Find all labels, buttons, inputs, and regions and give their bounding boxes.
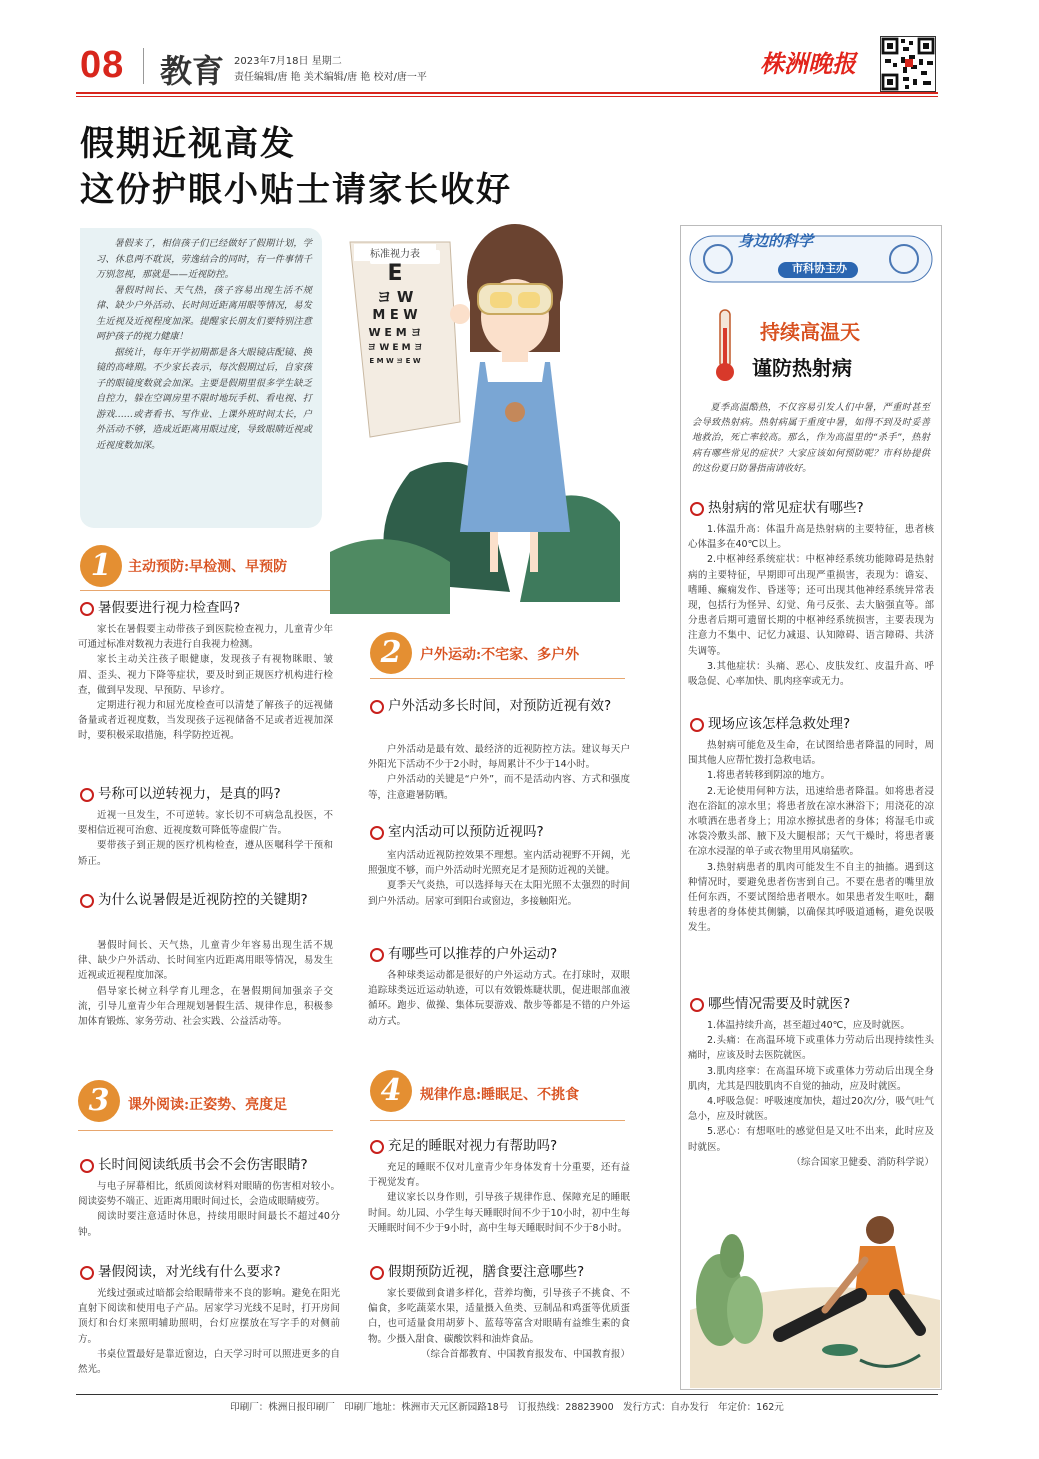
paragraph: 光线过强或过暗都会给眼睛带来不良的影响。避免在阳光直射下阅读和使用电子产品。居家学习光线不足时，打开房间顶灯和台灯来照明辅助照明，台灯应摆放在写字手的对侧前方。 <box>78 1288 340 1345</box>
answer-text <box>78 938 333 1029</box>
paragraph: 2.头痛：在高温环境下或重体力劳动后出现持续性头痛时，应该及时去医院就医。 <box>688 1035 934 1062</box>
question-heading: 暑假要进行视力检查吗? <box>78 598 333 618</box>
question-heading: 户外活动多长时间，对预防近视有效? <box>368 696 630 716</box>
header-separator <box>143 48 144 84</box>
paragraph: 近视一旦发生，不可逆转。家长切不可病急乱投医，不要相信近视可治愈、近视度数可降低等虚假广告。 <box>78 810 333 837</box>
thermometer-icon <box>714 308 736 384</box>
section-number-badge: 3 <box>78 1080 120 1122</box>
editor-credits: 责任编辑/唐 艳 美术编辑/唐 艳 校对/唐一平 <box>234 72 427 83</box>
paragraph: 1.体温持续升高，甚至超过40℃，应及时就医。 <box>707 1020 910 1031</box>
answer-text <box>78 1179 340 1240</box>
paragraph: 5.恶心：有想呕吐的感觉但是又吐不出来，此时应及时就医。 <box>688 1126 934 1153</box>
source-credit: （综合首都教育、中国教育报发布、中国教育报） <box>420 1348 630 1360</box>
answer-text <box>78 1286 340 1377</box>
eye-chart-row: ヨ W E M ヨ <box>367 343 423 353</box>
paragraph: 1.体温升高：体温升高是热射病的主要特征，患者核心体温多在40℃以上。 <box>688 524 934 551</box>
eye-chart <box>350 244 440 367</box>
column-title-main: 持续高温天 <box>760 320 860 344</box>
question-heading: 哪些情况需要及时就医? <box>688 994 934 1014</box>
page-number: 08 <box>80 44 125 86</box>
paragraph: 2.中枢神经系统症状：中枢神经系统功能障碍是热射病的主要特征，早期即可出现严重损害，表现为：谵妄、嗜睡、癫痫发作、昏迷等；还可出现其他神经系统异常表现，包括行为怪异、幻觉、角弓反张、去大脑强直等。部分患者后期可遗留长期的中枢神经系统损害，主要表现为注意力不集中、记忆力减退、认知障碍、语言障碍、共济失调等。 <box>688 554 934 657</box>
newspaper-logo: 株洲晚报 <box>760 49 856 78</box>
paragraph: 4.呼吸急促：呼吸速度加快，超过20次/分，吸气吐气急小，应及时就医。 <box>688 1096 934 1123</box>
banner-title: 身边的科学 <box>738 232 814 250</box>
answer-text <box>368 742 630 803</box>
eye-chart-row: E M W ヨ E W <box>369 357 421 365</box>
section-divider <box>370 678 625 679</box>
paragraph: 与电子屏幕相比，纸质阅读材料对眼睛的伤害相对较小。阅读姿势不端正、近距离用眼时间过长，会造成眼睛疲劳。 <box>78 1181 340 1208</box>
paragraph: 夏季天气炎热，可以选择每天在太阳光照不太强烈的时间到户外活动。居家可到阳台或窗边，多接触阳光。 <box>368 880 630 907</box>
intro-box <box>80 228 322 528</box>
answer-text <box>688 738 934 936</box>
question-heading: 室内活动可以预防近视吗? <box>368 822 630 842</box>
paragraph: 阅读时要注意适时休息，持续用眼时间最长不超过40分钟。 <box>78 1211 340 1238</box>
answer-text <box>78 622 333 744</box>
answer-text <box>368 1160 630 1236</box>
footer-rule <box>76 1394 938 1395</box>
eye-chart-row: W E M ヨ <box>368 326 422 339</box>
question-heading: 暑假阅读，对光线有什么要求? <box>78 1262 340 1282</box>
paragraph: 各种球类运动都是很好的户外运动方式。在打球时，双眼追踪球类远近运动轨迹，可以有效锻炼睫状肌，促进眼部血液循环。跑步、做操、集体玩耍游戏、散步等都是不错的户外运动方式。 <box>368 970 630 1027</box>
headline-line-1: 假期近视高发 <box>80 124 296 164</box>
question-heading: 长时间阅读纸质书会不会伤害眼睛? <box>78 1155 340 1175</box>
section-name: 教育 <box>160 52 225 90</box>
paragraph: 户外活动是最有效、最经济的近视防控方法。建议每天户外阳光下活动不少于2小时，每周累计不少于14小时。 <box>368 744 630 771</box>
eye-chart-row: ヨ W <box>376 288 414 306</box>
paragraph: 2.无论使用何种方法，迅速给患者降温。如将患者浸泡在浴缸的凉水里；将患者放在凉水淋浴下；用浇花的凉水喷洒在患者身上；用凉水擦拭患者的身体；将湿毛巾或冰袋冷敷头部、腋下及大腿根部；天气干燥时，将患者裹在凉水浸湿的单子或衣物里用风扇猛吹。 <box>688 785 934 858</box>
exhausted-runner-illustration <box>690 1160 940 1388</box>
section-divider <box>80 590 330 591</box>
section-heading: 规律作息:睡眠足、不挑食 <box>420 1087 580 1103</box>
answer-text <box>688 1018 934 1170</box>
eye-chart-title: 标准视力表 <box>354 244 436 261</box>
paragraph: 家长要做到食谱多样化，营养均衡，引导孩子不挑食、不偏食，多吃蔬菜水果，适量摄入鱼类、豆制品和鸡蛋等优质蛋白，也可适量食用胡萝卜、蓝莓等富含对眼睛有益维生素的食物。少摄入甜食、碳酸饮料和油炸食品。 <box>368 1288 630 1345</box>
paragraph: 室内活动近视防控效果不理想。室内活动视野不开阔，光照强度不够，而户外活动时光照充足才是预防近视的关键。 <box>368 850 630 877</box>
question-heading: 现场应该怎样急救处理? <box>688 714 934 734</box>
eye-chart-row: M E W <box>372 308 418 323</box>
section-number-badge: 4 <box>370 1070 412 1112</box>
answer-text <box>368 968 630 1029</box>
paragraph: 户外活动的关键是“户外”，而不是活动内容、方式和强度等，注意避暑防晒。 <box>368 774 630 801</box>
source-credit: （综合国家卫健委、消防科学说） <box>791 1156 934 1168</box>
question-heading: 热射病的常见症状有哪些? <box>688 498 934 518</box>
paragraph: 3.热射病患者的肌肉可能发生不自主的抽搐。遇到这种情况时，要避免患者伤害到自己。不要在患者的嘴里放任何东西，不要试图给患者喂水。如果患者发生呕吐，翻转患者的身体使其侧躺，以确保其呼吸道通畅，避免误吸发生。 <box>688 861 934 934</box>
issue-date: 2023年7月18日 星期二 <box>234 56 342 67</box>
paragraph: 家长在暑假要主动带孩子到医院检查视力，儿童青少年可通过标准对数视力表进行自我视力检测。 <box>78 624 333 651</box>
answer-text <box>78 808 333 869</box>
column-intro: 夏季高温酷热，不仅容易引发人们中暑，严重时甚至会导致热射病。热射病属于重度中暑，如得不到及时妥善地救治，死亡率较高。那么，作为高温里的“杀手”，热射病有哪些常见的症状？大家应该如何预防呢？市科协提供的这份夏日防暑指南请收好。 <box>692 402 930 474</box>
answer-text <box>688 522 934 689</box>
paragraph: 热射病可能危及生命，在试图给患者降温的同时，周围其他人应帮忙拨打急救电话。 <box>688 740 934 767</box>
section-number-badge: 1 <box>80 545 122 587</box>
paragraph: 要带孩子到正规的医疗机构检查，遵从医嘱科学干预和矫正。 <box>78 840 333 867</box>
column-title-sub: 谨防热射病 <box>752 356 852 380</box>
header-rule <box>76 92 938 94</box>
question-heading: 假期预防近视，膳食要注意哪些? <box>368 1262 630 1282</box>
section-heading: 主动预防:早检测、早预防 <box>128 559 288 575</box>
paragraph: 暑假时间长、天气热，儿童青少年容易出现生活不规律、缺少户外活动、长时间室内近距离用眼等情况，易发生近视或近视程度加深。 <box>78 940 333 982</box>
answer-text <box>368 848 630 909</box>
paragraph: 家长主动关注孩子眼健康，发现孩子有视物眯眼、皱眉、歪头、视力下降等症状，要及时到正规医疗机构进行检查，做到早发现、早预防、早诊疗。 <box>78 654 333 696</box>
paragraph: 书桌位置最好是靠近窗边，白天学习时可以照进更多的自然光。 <box>78 1348 340 1376</box>
section-divider <box>370 1120 625 1121</box>
intro-paragraph: 暑假时间长、天气热，孩子容易出现生活不规律、缺少户外活动、长时间近距离用眼等情况，易发生近视及近视程度加深。提醒家长朋友们要特别注意呵护孩子的视力健康！ <box>96 284 312 342</box>
paragraph: 充足的睡眠不仅对儿童青少年身体发育十分重要，还有益于视觉发育。 <box>368 1162 630 1189</box>
question-heading: 充足的睡眠对视力有帮助吗? <box>368 1136 630 1156</box>
intro-paragraph: 暑假来了，相信孩子们已经做好了假期计划，学习、休息两不耽误，劳逸结合的同时，有一件事情千万别忽视，那就是——近视防控。 <box>96 238 312 280</box>
paragraph: 建议家长以身作则，引导孩子规律作息、保障充足的睡眠时间。幼儿园、小学生每天睡眠时间不少于10小时，初中生每天睡眠时间不少于9小时，高中生每天睡眠时间不少于8小时。 <box>368 1192 630 1234</box>
intro-paragraph: 据统计，每年开学初期都是各大眼镜店配镜、换镜的高峰期。不少家长表示，每次假期过后，自家孩子的眼镜度数就会加深。主要是假期里很多学生缺乏自控力，躲在空调房里不限时地玩手机、看电视、打游戏……或者看书、写作业、上课外班时间太长，户外活动不够，造成近距离用眼过度，导致眼睛近视或近视度数加深。 <box>96 346 312 451</box>
banner-subtitle: 市科协主办 <box>792 262 847 275</box>
section-heading: 课外阅读:正姿势、亮度足 <box>128 1097 288 1113</box>
paragraph: 定期进行视力和屈光度检查可以清楚了解孩子的远视储备量或者近视度数，当发现孩子远视储备不足或者近视加深时，要积极采取措施，科学防控近视。 <box>78 700 333 742</box>
paragraph: 3.其他症状：头痛、恶心、皮肤发红、皮温升高、呼吸急促、心率加快、肌肉痉挛或无力。 <box>688 660 934 688</box>
header-rule-thin <box>76 96 938 97</box>
question-heading: 号称可以逆转视力，是真的吗? <box>78 784 333 804</box>
qr-code-icon[interactable] <box>880 36 936 92</box>
paragraph: 1.将患者转移到阴凉的地方。 <box>707 770 831 782</box>
section-heading: 户外运动:不宅家、多户外 <box>420 647 580 663</box>
answer-text <box>368 1286 630 1362</box>
paragraph: 倡导家长树立科学育儿理念，在暑假期间加强亲子交流，引导儿童青少年合理规划暑假生活、规律作息，积极参加体育锻炼、家务劳动、社会实践、公益活动等。 <box>78 985 333 1028</box>
eye-chart-row: E <box>387 261 403 286</box>
question-heading: 有哪些可以推荐的户外运动? <box>368 944 630 964</box>
printing-info-footer: 印刷厂：株洲日报印刷厂 印刷厂地址：株洲市天元区新园路18号 订报热线：28823900 发行方式：自办发行 年定价：162元 <box>230 1402 784 1413</box>
paragraph: 3.肌肉痉挛：在高温环境下或重体力劳动后出现全身肌肉，尤其是四肢肌肉不自觉的抽动，应及时就医。 <box>688 1065 934 1092</box>
section-divider <box>78 1130 333 1131</box>
question-heading: 为什么说暑假是近视防控的关键期? <box>78 890 333 910</box>
section-number-badge: 2 <box>370 632 412 674</box>
headline-line-2: 这份护眼小贴士请家长收好 <box>80 170 512 210</box>
